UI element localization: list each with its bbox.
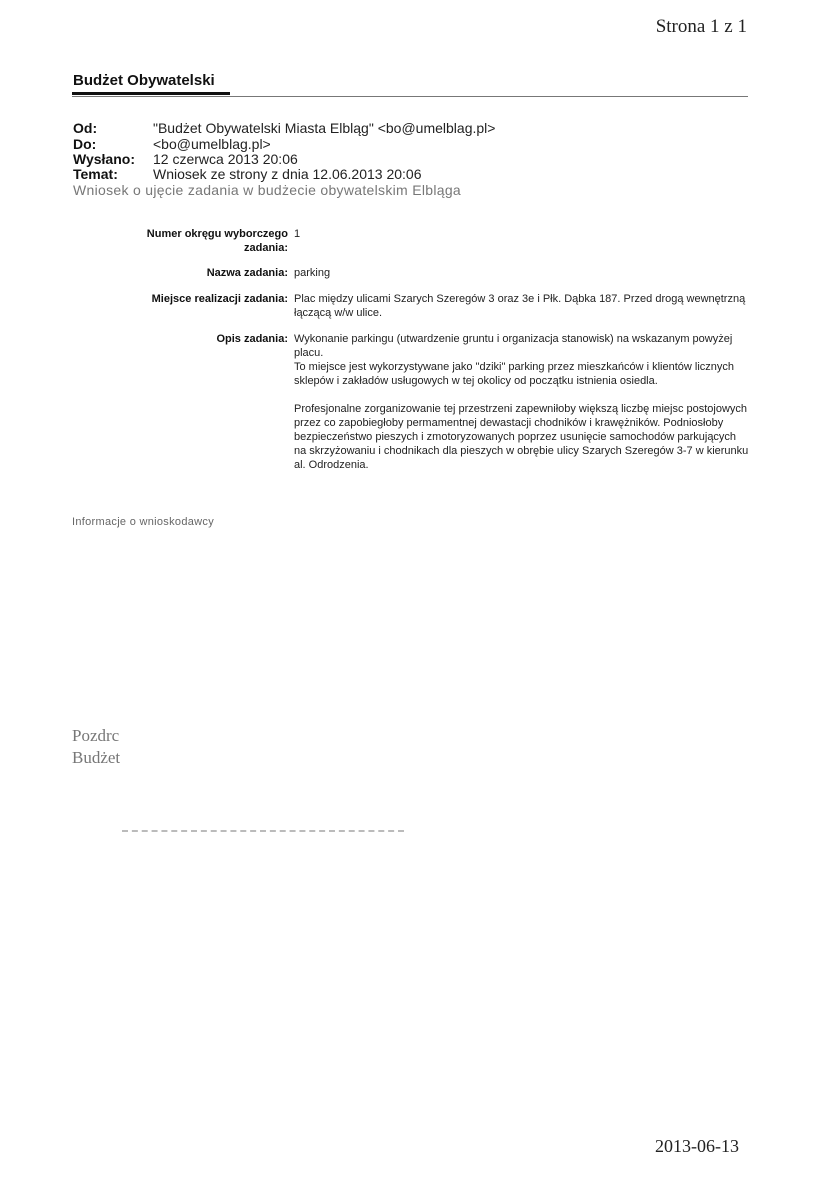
subject-label: Temat: <box>73 166 118 182</box>
to-label: Do: <box>73 136 97 152</box>
page-number: Strona 1 z 1 <box>655 16 747 37</box>
district-label-line1: Numer okręgu wyborczego <box>146 228 288 240</box>
from-label: Od: <box>73 120 98 136</box>
name-label: Nazwa zadania: <box>206 267 288 279</box>
district-label-line2: zadania: <box>243 242 288 254</box>
subject-value: Wniosek ze strony z dnia 12.06.2013 20:06 <box>153 166 422 182</box>
footer-date: 2013-06-13 <box>655 1136 739 1156</box>
title-underline <box>72 92 230 95</box>
location-value: Plac między ulicami Szarych Szeregów 3 oraz 3e i Płk. Dąbka 187. Przed drogą wewnętrzną łączącą w/w ulice. <box>294 293 746 319</box>
closing-line-1: Pozdrc <box>72 726 120 745</box>
document-title: Budżet Obywatelski <box>73 72 215 89</box>
location-label: Miejsce realizacji zadania: <box>151 293 288 305</box>
sent-value: 12 czerwca 2013 20:06 <box>153 151 298 167</box>
header-divider <box>72 96 748 97</box>
description-label: Opis zadania: <box>216 333 288 345</box>
to-value: <bo@umelblag.pl> <box>153 136 271 152</box>
description-paragraph-3: Profesjonalne zorganizowanie tej przestrzeni zapewniłoby większą liczbę miejsc postojowych przez co zapobiegłoby permamentnej dewastacji chodników i krawężników. Podniosłoby bezpieczeństwo pieszych i zmotoryzowanych poprzez usunięcie samochodów parkujących na skrzyżowaniu i chodnikach dla pieszych w obrębie ulicy Szarych Szeregów 3-7 w kierunku al. Odrodzenia. <box>294 403 749 471</box>
district-label <box>147 227 288 255</box>
description-paragraph-1: Wykonanie parkingu (utwardzenie gruntu i organizacja stanowisk) na wskazanym powyżej placu. <box>294 333 733 359</box>
from-value: "Budżet Obywatelski Miasta Elbląg" <bo@umelblag.pl> <box>153 120 496 136</box>
form-title: Wniosek o ujęcie zadania w budżecie obywatelskim Elbląga <box>73 182 461 198</box>
district-value: 1 <box>294 228 301 240</box>
applicant-info-heading: Informacje o wnioskodawcy <box>72 516 215 528</box>
dashed-separator <box>122 830 404 832</box>
closing-line-2: Budżet <box>72 748 121 767</box>
description-value <box>294 332 749 472</box>
sent-label: Wysłano: <box>73 151 135 167</box>
description-paragraph-2: To miejsce jest wykorzystywane jako "dziki" parking przez mieszkańców i klientów licznych sklepów i zakładów usługowych w tej okolicy od początku istnienia osiedla. <box>294 361 735 387</box>
name-value: parking <box>294 267 331 279</box>
